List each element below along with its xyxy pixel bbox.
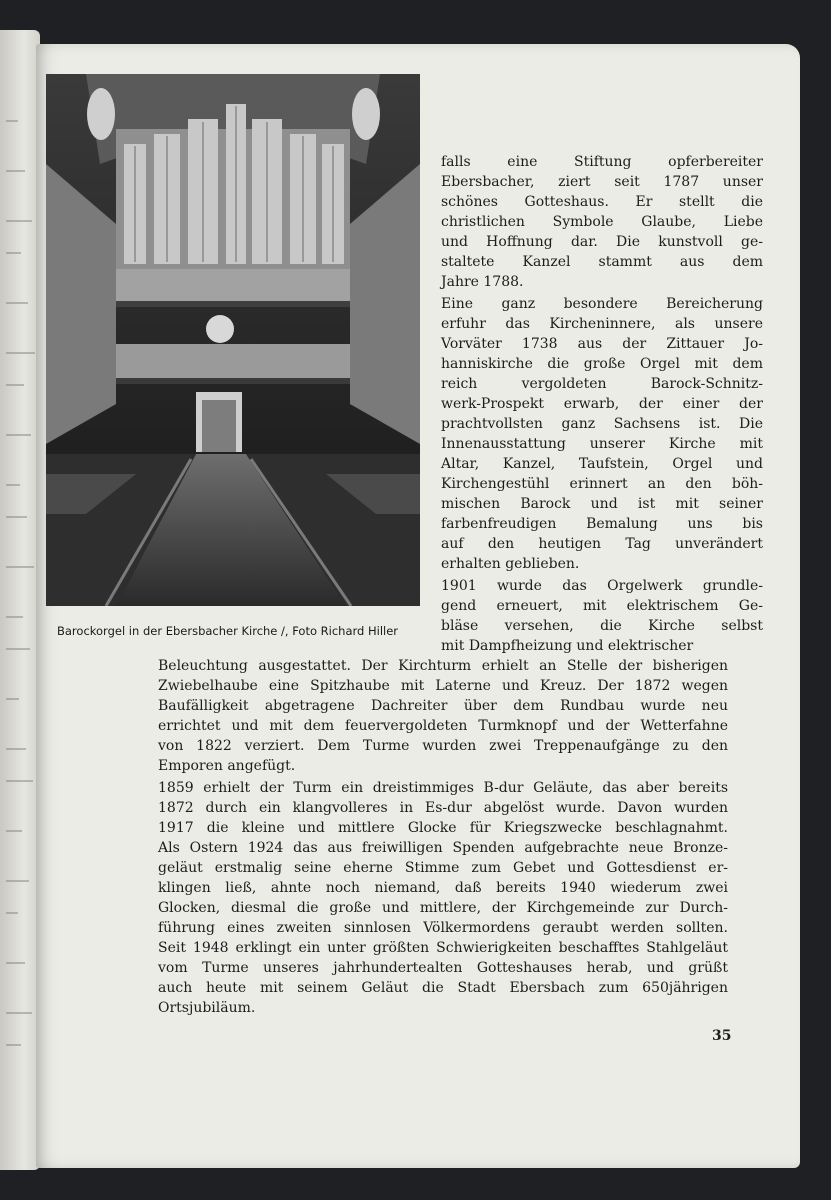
adjacent-page-text-mark	[6, 384, 24, 386]
column-line: gend erneuert, mit elektrischem Ge-	[441, 598, 763, 614]
column-line: werk-Prospekt erwarb, der einer der	[441, 396, 763, 412]
column-line: Ebersbacher, ziert seit 1787 unser	[441, 174, 763, 190]
column-line: mischen Barock und ist mit seiner	[441, 496, 763, 512]
column-line: Jahre 1788.	[441, 274, 524, 290]
column-line: farbenfreudigen Bemalung uns bis	[441, 516, 763, 532]
body-line: auch heute mit seinem Geläut die Stadt Ebersbach zum 650jährigen	[158, 980, 728, 996]
column-line: bläse versehen, die Kirche selbst	[441, 618, 763, 634]
column-line: 1901 wurde das Orgelwerk grundle-	[441, 578, 763, 594]
adjacent-page-text-mark	[6, 252, 21, 254]
adjacent-page-text-mark	[6, 434, 31, 436]
adjacent-page-text-mark	[6, 1044, 21, 1046]
column-line: Innenausstattung unserer Kirche mit	[441, 436, 763, 452]
organ-photo	[46, 74, 420, 606]
church-interior-image	[46, 74, 420, 606]
adjacent-page-edge	[0, 30, 40, 1170]
body-line: 1872 durch ein klangvolleres in Es-dur abgelöst wurde. Davon wurden	[158, 800, 728, 816]
adjacent-page-text-mark	[6, 170, 25, 172]
adjacent-page-text-mark	[6, 616, 23, 618]
body-line: Ortsjubiläum.	[158, 1000, 256, 1016]
adjacent-page-text-mark	[6, 516, 27, 518]
body-line: 1917 die kleine und mittlere Glocke für Kriegszwecke beschlagnahmt.	[158, 820, 728, 836]
adjacent-page-text-mark	[6, 120, 18, 122]
page-number: 35	[712, 1028, 732, 1044]
body-line: Glocken, diesmal die große und mittlere, der Kirchgemeinde zur Durch-	[158, 900, 728, 916]
column-line: Altar, Kanzel, Taufstein, Orgel und	[441, 456, 763, 472]
column-line: schönes Gotteshaus. Er stellt die	[441, 194, 763, 210]
body-line: Baufälligkeit abgetragene Dachreiter über dem Rundbau wurde neu	[158, 698, 728, 714]
body-line: Beleuchtung ausgestattet. Der Kirchturm erhielt an Stelle der bisherigen	[158, 658, 728, 674]
column-line: Kirchengestühl erinnert an den böh-	[441, 476, 763, 492]
body-line: Als Ostern 1924 das aus freiwilligen Spenden aufgebrachte neue Bronze-	[158, 840, 728, 856]
body-line: 1859 erhielt der Turm ein dreistimmiges B-dur Geläute, das aber bereits	[158, 780, 728, 796]
adjacent-page-text-mark	[6, 220, 32, 222]
body-line: Zwiebelhaube eine Spitzhaube mit Laterne und Kreuz. Der 1872 wegen	[158, 678, 728, 694]
book-page	[36, 44, 800, 1168]
adjacent-page-text-mark	[6, 648, 30, 650]
photo-caption: Barockorgel in der Ebersbacher Kirche /, Foto Richard Hiller	[57, 624, 399, 638]
column-line: mit Dampfheizung und elektrischer	[441, 638, 694, 654]
body-line: von 1822 verziert. Dem Turme wurden zwei Treppenaufgänge zu den	[158, 738, 728, 754]
adjacent-page-text-mark	[6, 880, 29, 882]
adjacent-page-text-mark	[6, 698, 19, 700]
column-line: erhalten geblieben.	[441, 556, 580, 572]
body-line: geläut erstmalig seine eherne Stimme zum Gebet und Gottesdienst er-	[158, 860, 728, 876]
column-line: prachtvollsten ganz Sachsens ist. Die	[441, 416, 763, 432]
adjacent-page-text-mark	[6, 830, 22, 832]
body-line: vom Turme unseres jahrhundertealten Gotteshauses herab, und grüßt	[158, 960, 728, 976]
adjacent-page-text-mark	[6, 962, 25, 964]
adjacent-page-text-mark	[6, 566, 34, 568]
column-line: erfuhr das Kircheninnere, als unsere	[441, 316, 763, 332]
column-line: staltete Kanzel stammt aus dem	[441, 254, 763, 270]
adjacent-page-text-mark	[6, 302, 28, 304]
column-line: hanniskirche die große Orgel mit dem	[441, 356, 763, 372]
body-line: Seit 1948 erklingt ein unter größten Schwierigkeiten beschafftes Stahlgeläut	[158, 940, 728, 956]
body-line: errichtet und mit dem feuervergoldeten Turmknopf und der Wetterfahne	[158, 718, 728, 734]
body-line: klingen ließ, ahnte noch niemand, daß bereits 1940 wiederum zwei	[158, 880, 728, 896]
column-line: Eine ganz besondere Bereicherung	[441, 296, 763, 312]
adjacent-page-text-mark	[6, 484, 20, 486]
column-line: reich vergoldeten Barock-Schnitz-	[441, 376, 763, 392]
column-line: falls eine Stiftung opferbereiter	[441, 154, 763, 170]
body-line: führung eines zweiten sinnlosen Völkermordens geraubt werden sollten.	[158, 920, 728, 936]
adjacent-page-text-mark	[6, 748, 26, 750]
column-line: auf den heutigen Tag unverändert	[441, 536, 763, 552]
adjacent-page-text-mark	[6, 1012, 32, 1014]
column-line: und Hoffnung dar. Die kunstvoll ge-	[441, 234, 763, 250]
column-line: christlichen Symbole Glaube, Liebe	[441, 214, 763, 230]
adjacent-page-text-mark	[6, 352, 35, 354]
adjacent-page-text-mark	[6, 780, 33, 782]
column-line: Vorväter 1738 aus der Zittauer Jo-	[441, 336, 763, 352]
adjacent-page-text-mark	[6, 912, 18, 914]
body-line: Emporen angefügt.	[158, 758, 296, 774]
